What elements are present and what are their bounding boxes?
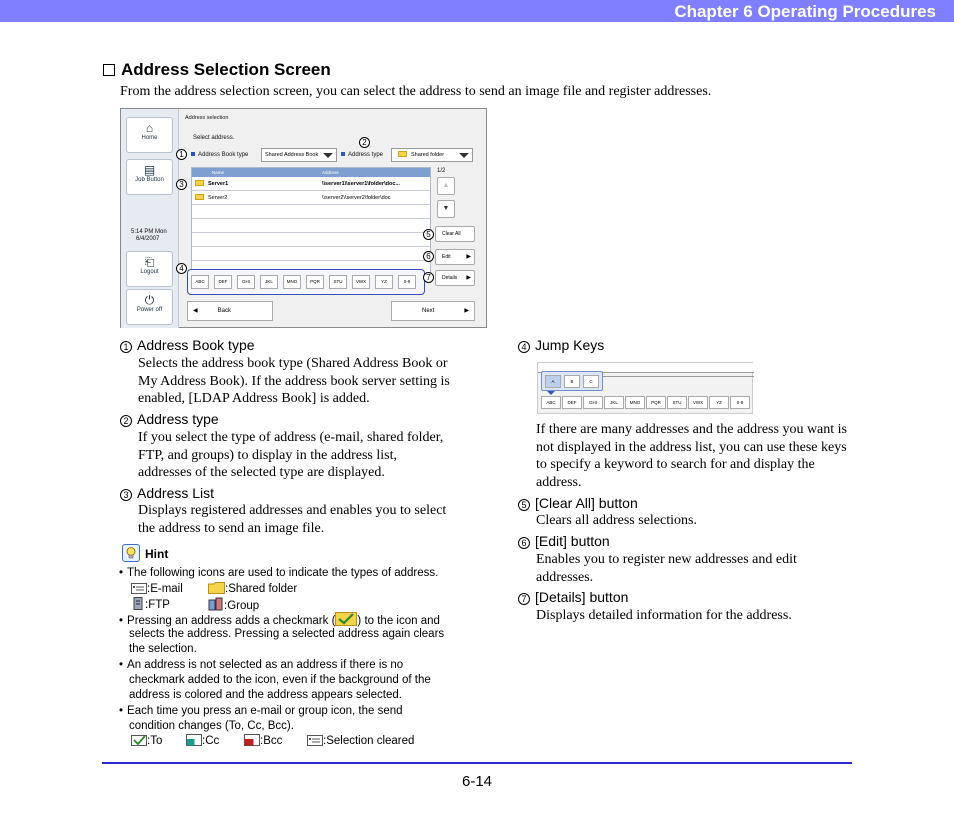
circled-number: 7 xyxy=(518,593,530,605)
section-title-text: Address Selection Screen xyxy=(121,60,331,79)
screen-prompt: Select address. xyxy=(193,135,235,141)
icon-caption: :Group xyxy=(224,600,260,612)
item-clear-all-heading xyxy=(518,495,638,511)
triangle-down-icon: ▼ xyxy=(442,205,450,212)
bullet-dot: • xyxy=(119,705,124,717)
callout-2: 2 xyxy=(359,137,370,148)
column-address: Address xyxy=(322,170,339,175)
jump-key-pqr[interactable]: PQR xyxy=(306,275,324,289)
circled-number: 6 xyxy=(518,537,530,549)
jump-key-0-9[interactable]: 0-9 xyxy=(398,275,416,289)
triangle-right-icon: ▶ xyxy=(466,254,471,260)
item-address-book-type-heading xyxy=(120,337,255,353)
inset-key-def[interactable]: DEF xyxy=(562,396,582,409)
triangle-up-icon: ▲ xyxy=(442,182,450,189)
item-clear-all-body xyxy=(536,512,697,530)
inset-key-a[interactable]: A xyxy=(545,375,561,388)
table-row[interactable] xyxy=(192,177,430,191)
home-icon: ⌂ xyxy=(145,121,154,135)
item-heading-text: Address Book type xyxy=(137,337,255,353)
table-row[interactable] xyxy=(192,233,430,247)
intro-paragraph: From the address selection screen, you can select the address to send an image file and register addresses. xyxy=(120,84,712,99)
hint-title: Hint xyxy=(145,547,169,561)
jump-key-abc[interactable]: ABC xyxy=(191,275,209,289)
circled-number: 3 xyxy=(120,489,132,501)
hint-text: An address is not selected as an address if there is no xyxy=(127,659,404,671)
circled-number: 5 xyxy=(518,499,530,511)
item-edit-heading xyxy=(518,533,610,549)
item-heading-text: Address type xyxy=(137,411,219,427)
circled-number: 1 xyxy=(120,341,132,353)
details-label: Details xyxy=(442,275,458,281)
address-type-value: Shared folder xyxy=(411,152,445,158)
item-edit-body xyxy=(536,551,797,586)
hint-bullet-3 xyxy=(119,658,403,673)
inset-key-0-9[interactable]: 0-9 xyxy=(730,396,750,409)
inset-list-rule xyxy=(600,376,754,377)
inset-key-ghi[interactable]: GHI xyxy=(583,396,603,409)
table-row[interactable] xyxy=(192,205,430,219)
jump-key-mno[interactable]: MNO xyxy=(283,275,301,289)
next-button[interactable] xyxy=(391,301,475,321)
lightbulb-icon xyxy=(122,544,140,562)
inset-key-c[interactable]: C xyxy=(583,375,599,388)
row-name: Server1 xyxy=(208,181,229,187)
address-type-text: Address type xyxy=(348,152,384,158)
table-row[interactable] xyxy=(192,247,430,261)
job-button-label: Job Button xyxy=(135,177,164,183)
hint-text: checkmark added to the icon, even if the background of the xyxy=(129,674,431,686)
item-address-type-heading xyxy=(120,411,219,427)
jump-key-yz[interactable]: YZ xyxy=(375,275,393,289)
table-row[interactable] xyxy=(192,191,430,205)
bullet-dot: • xyxy=(119,615,124,627)
hint-text: Pressing an address adds a checkmark ( xyxy=(127,615,336,627)
item-address-type-body xyxy=(138,429,443,482)
bcc-icon xyxy=(244,734,260,751)
body-line: Displays registered addresses and enables you to select xyxy=(138,503,447,518)
item-heading-text: Address List xyxy=(137,485,215,501)
body-line: enabled, [LDAP Address Book] is added. xyxy=(138,391,370,406)
body-line: addresses of the selected type are displayed. xyxy=(138,465,385,480)
item-heading-text: [Clear All] button xyxy=(535,495,638,511)
body-line: If you select the type of address (e-mail, shared folder, xyxy=(138,430,444,445)
address-list-header xyxy=(192,168,430,177)
icon-caption: :Selection cleared xyxy=(323,735,415,747)
row-address: \\server2\\server2\folder\doc xyxy=(322,195,391,201)
jump-key-stu[interactable]: STU xyxy=(329,275,347,289)
inset-key-pqr[interactable]: PQR xyxy=(646,396,666,409)
item-address-list-body xyxy=(138,502,446,537)
triangle-right-icon: ▶ xyxy=(466,275,471,281)
address-selection-screenshot xyxy=(120,108,487,328)
hint-text: selects the address. Pressing a selected address again clears xyxy=(129,628,445,640)
logout-button[interactable] xyxy=(126,251,173,287)
body-line: addresses. xyxy=(536,569,594,585)
item-details-body xyxy=(536,607,792,625)
inset-key-b[interactable]: B xyxy=(564,375,580,388)
job-button-icon: ▤ xyxy=(143,163,156,177)
inset-key-jkl[interactable]: JKL xyxy=(604,396,624,409)
clock-date: 6/4/2007 xyxy=(136,236,160,242)
cc-icon xyxy=(186,734,202,751)
icon-caption: :Cc xyxy=(202,735,220,747)
hint-text: ) to the icon and xyxy=(357,615,440,627)
item-address-book-type-body xyxy=(138,355,450,408)
item-details-heading xyxy=(518,589,628,605)
page-indicator: 1/2 xyxy=(437,168,446,174)
hint-text: The following icons are used to indicate the types of address. xyxy=(127,567,439,579)
inset-key-mno[interactable]: MNO xyxy=(625,396,645,409)
page-number: 6-14 xyxy=(462,773,493,790)
triangle-right-icon: ▶ xyxy=(464,308,469,314)
hint-bullet-1 xyxy=(119,566,438,581)
pointer-down-icon xyxy=(547,391,555,395)
jump-key-def[interactable]: DEF xyxy=(214,275,232,289)
body-line: to specify a keyword to search for and display the xyxy=(536,457,815,472)
inset-tab-panel xyxy=(541,371,603,391)
checkbox-square-icon xyxy=(103,64,115,76)
dropdown-arrow-icon xyxy=(323,153,333,158)
hint-send-bcc xyxy=(244,734,282,751)
logout-icon: ⎗ xyxy=(144,255,155,269)
inset-key-stu[interactable]: STU xyxy=(667,396,687,409)
body-line: FTP, and groups) to display in the address list, xyxy=(138,447,397,463)
footer-rule xyxy=(102,762,852,764)
circled-number: 4 xyxy=(518,341,530,353)
body-line: Selects the address book type (Shared Address Book or xyxy=(138,356,448,371)
icon-caption: :Shared folder xyxy=(225,583,298,595)
jump-keys-inset xyxy=(537,362,753,414)
address-type-dropdown[interactable] xyxy=(391,148,473,162)
details-button[interactable] xyxy=(435,270,475,286)
job-button[interactable] xyxy=(126,159,173,195)
home-button[interactable] xyxy=(126,117,173,153)
triangle-left-icon: ◀ xyxy=(193,308,198,314)
edit-button[interactable] xyxy=(435,249,475,265)
column-name: Name xyxy=(212,170,225,175)
scroll-down-button[interactable] xyxy=(437,200,455,218)
scroll-up-button[interactable] xyxy=(437,177,455,195)
address-list xyxy=(191,167,431,279)
circled-number: 2 xyxy=(120,415,132,427)
icon-caption: :FTP xyxy=(145,599,170,611)
address-book-type-value: Shared Address Book xyxy=(265,152,319,158)
jump-key-jkl[interactable]: JKL xyxy=(260,275,278,289)
hint-text: the selection. xyxy=(129,643,197,655)
bullet-dot: • xyxy=(119,659,124,671)
hint-text: Each time you press an e-mail or group icon, the send xyxy=(127,705,403,717)
body-line: Displays detailed information for the address. xyxy=(536,608,792,623)
bullet-dot: • xyxy=(119,567,124,579)
power-off-label: Power off xyxy=(136,307,163,313)
item-heading-text: [Edit] button xyxy=(535,533,610,549)
icon-caption: :E-mail xyxy=(147,583,183,595)
inset-key-vwx[interactable]: VWX xyxy=(688,396,708,409)
body-line: If there are many addresses and the address you want is xyxy=(536,422,848,437)
bullet-square-icon xyxy=(191,152,195,156)
dropdown-arrow-icon xyxy=(459,153,469,158)
callout-7: 7 xyxy=(423,272,434,283)
bullet-square-icon xyxy=(341,152,345,156)
chapter-title: Chapter 6 Operating Procedures xyxy=(674,2,936,21)
power-icon: ⏻ xyxy=(144,293,155,307)
address-type-label xyxy=(341,152,383,158)
email-icon xyxy=(307,735,323,751)
jump-keys-panel xyxy=(187,269,425,295)
address-book-type-dropdown[interactable] xyxy=(261,148,337,162)
to-icon xyxy=(131,735,147,751)
folder-icon xyxy=(398,151,407,157)
body-line: Enables you to register new addresses and edit xyxy=(536,552,797,567)
callout-3: 3 xyxy=(176,179,187,190)
hint-list xyxy=(119,566,464,756)
hint-send-cleared xyxy=(307,734,414,751)
clock-time: 5:14 PM Mon xyxy=(131,229,167,235)
jump-key-vwx[interactable]: VWX xyxy=(352,275,370,289)
body-line: Clears all address selections. xyxy=(536,513,697,528)
item-address-list-heading xyxy=(120,485,214,501)
hint-text: condition changes (To, Cc, Bcc). xyxy=(129,720,294,732)
body-line: not displayed in the address list, you can use these keys xyxy=(536,439,847,455)
callout-6: 6 xyxy=(423,251,434,262)
body-line: the address to send an image file. xyxy=(138,520,325,536)
section-title xyxy=(103,60,331,80)
clear-all-button[interactable]: Clear All xyxy=(435,226,475,242)
back-button[interactable] xyxy=(187,301,273,321)
icon-caption: :Bcc xyxy=(260,735,283,747)
table-row[interactable] xyxy=(192,219,430,233)
row-name: Server2 xyxy=(208,195,228,201)
home-label: Home xyxy=(141,135,158,141)
body-line: address. xyxy=(536,474,582,490)
row-address: \\server1\\server1\folder\doc... xyxy=(322,181,400,187)
jump-key-ghi[interactable]: GHI xyxy=(237,275,255,289)
address-book-type-label xyxy=(191,152,248,158)
next-label: Next xyxy=(422,308,435,314)
item-heading-text: [Details] button xyxy=(535,589,629,605)
folder-icon xyxy=(195,194,204,200)
screenshot-sidebar xyxy=(121,109,179,328)
screen-title: Address selection xyxy=(185,115,229,121)
hint-text: address is colored and the address appears selected. xyxy=(129,689,402,701)
edit-label: Edit xyxy=(442,254,451,260)
logout-label: Logout xyxy=(140,269,159,275)
callout-4: 4 xyxy=(176,263,187,274)
back-label: Back xyxy=(217,308,231,314)
inset-key-yz[interactable]: YZ xyxy=(709,396,729,409)
callout-5: 5 xyxy=(423,229,434,240)
callout-1: 1 xyxy=(176,149,187,160)
icon-caption: :To xyxy=(147,735,163,747)
item-heading-text: Jump Keys xyxy=(535,337,605,353)
item-jump-keys-heading xyxy=(518,337,604,353)
hint-send-to xyxy=(131,734,162,751)
power-off-button[interactable] xyxy=(126,289,173,325)
body-line: My Address Book). If the address book server setting is xyxy=(138,373,450,389)
hint-send-cc xyxy=(186,734,219,751)
folder-icon xyxy=(195,180,204,186)
address-book-type-text: Address Book type xyxy=(198,152,249,158)
item-jump-keys-body xyxy=(536,421,847,491)
inset-key-abc[interactable]: ABC xyxy=(541,396,561,409)
hint-bullet-4 xyxy=(119,704,403,719)
